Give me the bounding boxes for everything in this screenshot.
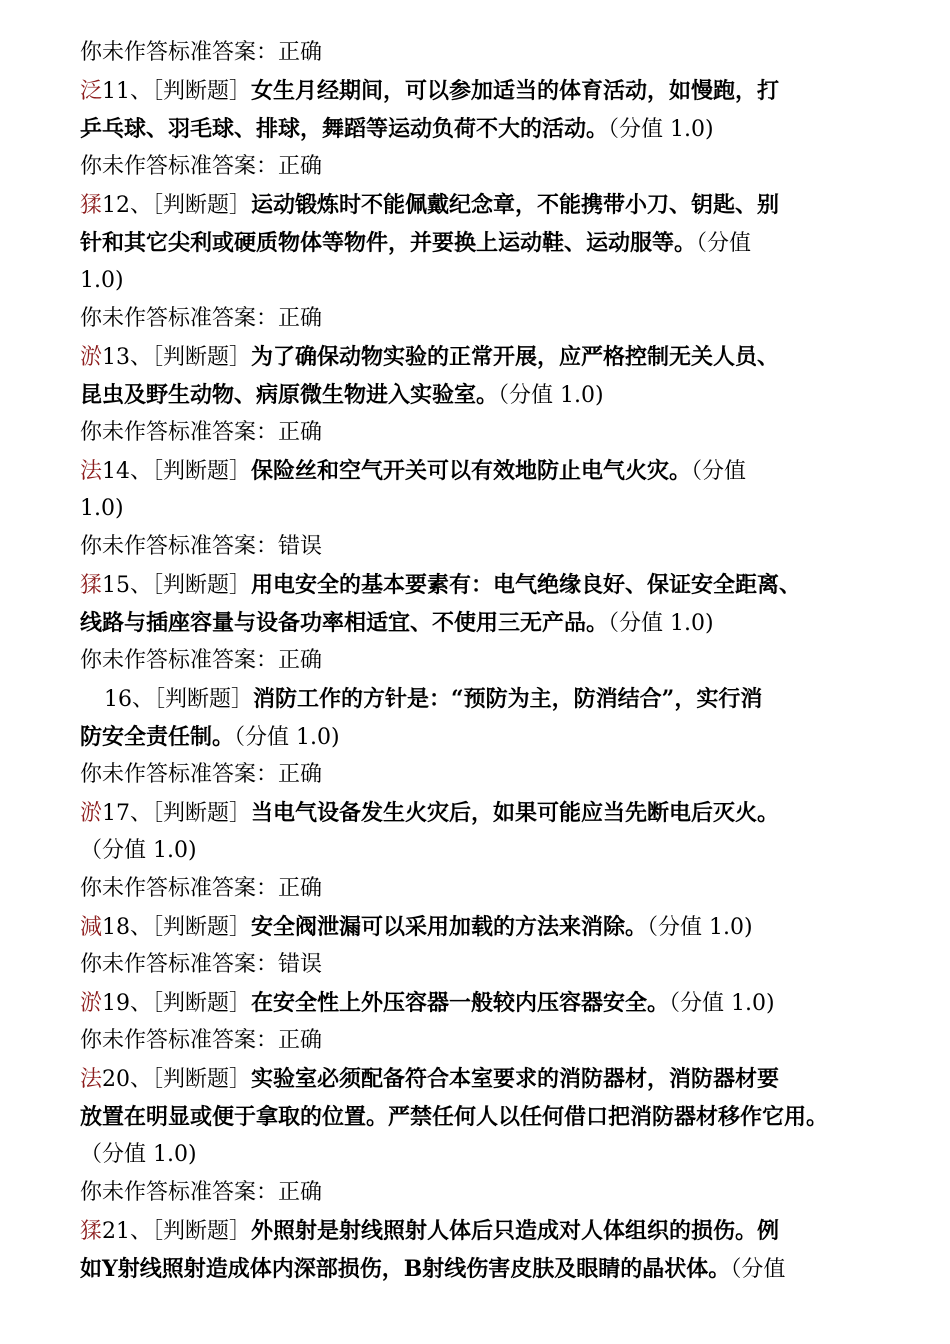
question-score: （分值 1.0): [498, 383, 604, 408]
question-18-line1: [80, 908, 753, 946]
question-mark-char: 淤: [80, 801, 103, 826]
question-type: ［判断题］: [152, 459, 252, 484]
question-16-line2: [80, 718, 340, 756]
question-14-line3: 1.0): [80, 496, 124, 521]
question-text: 保险丝和空气开关可以有效地防止电气火灾。: [251, 458, 692, 484]
question-score: （分值: [730, 1257, 786, 1282]
answer-line: 你未作答标准答案：正确: [80, 420, 323, 445]
question-mark-char: 淤: [80, 345, 103, 370]
question-11-line1: [80, 72, 779, 110]
question-number: 20、: [102, 1067, 153, 1092]
question-score: （分值 1.0): [669, 991, 775, 1016]
question-number: 19、: [102, 991, 153, 1016]
question-text: 线路与插座容量与设备功率相适宜、不使用三无产品。: [80, 610, 609, 636]
question-21-line2: [80, 1250, 785, 1288]
question-text: 安全阀泄漏可以采用加载的方法来消除。: [251, 914, 648, 940]
question-11-line2: [80, 110, 714, 148]
question-16-line1: [80, 680, 762, 718]
question-text: 昆虫及野生动物、病原微生物进入实验室。: [80, 382, 499, 408]
question-number: 12、: [102, 193, 153, 218]
question-score: （分值 1.0): [608, 117, 714, 142]
question-type: ［判断题］: [152, 573, 252, 598]
question-number: 15、: [102, 573, 153, 598]
question-mark-char: 猱: [80, 1219, 103, 1244]
answer-line: 你未作答标准答案：正确: [80, 648, 323, 673]
question-text: 为了确保动物实验的正常开展，应严格控制无关人员、: [251, 344, 780, 370]
question-score: （分值 1.0): [647, 915, 753, 940]
question-text: 运动锻炼时不能佩戴纪念章，不能携带小刀、钥匙、别: [251, 192, 780, 218]
question-number: 16、: [104, 687, 154, 712]
question-type: ［判断题］: [152, 915, 252, 940]
question-number: 14、: [102, 459, 153, 484]
question-text: 防安全责任制。: [80, 724, 235, 750]
question-mark-char: 法: [80, 1067, 103, 1092]
answer-line: 你未作答标准答案：正确: [80, 1028, 323, 1053]
answer-line: 你未作答标准答案：错误: [80, 952, 323, 977]
question-17-line3: （分值 1.0): [80, 838, 197, 863]
question-19-line1: [80, 984, 775, 1022]
question-score: （分值: [691, 459, 747, 484]
question-15-line2: [80, 604, 714, 642]
question-12-line2: [80, 224, 751, 262]
question-text: 外照射是射线照射人体后只造成对人体组织的损伤。例: [251, 1218, 780, 1244]
question-text: 在安全性上外压容器一般较内压容器安全。: [251, 990, 670, 1016]
question-mark-char: 減: [80, 915, 103, 940]
question-number: 21、: [102, 1219, 153, 1244]
question-score: （分值: [696, 231, 752, 256]
question-text: 用电安全的基本要素有：电气绝缘良好、保证安全距离、: [251, 572, 802, 598]
question-number: 18、: [102, 915, 153, 940]
answer-line: 你未作答标准答案：正确: [80, 306, 323, 331]
question-mark-char: 泛: [80, 79, 103, 104]
question-type: ［判断题］: [152, 79, 252, 104]
question-12-line1: [80, 186, 779, 224]
question-number: 11、: [102, 79, 153, 104]
question-14-line1: [80, 452, 746, 490]
question-20-line2: [80, 1098, 828, 1136]
question-13-line2: [80, 376, 604, 414]
answer-line: 你未作答标准答案：正确: [80, 876, 323, 901]
question-21-line1: [80, 1212, 779, 1250]
question-type: ［判断题］: [152, 1219, 252, 1244]
question-text: 消防工作的方针是：“预防为主，防消结合”，实行消: [253, 686, 763, 712]
question-text: 放置在明显或便于拿取的位置。严禁任何人以任何借口把消防器材移作它用。: [80, 1104, 829, 1130]
question-15-line1: [80, 566, 801, 604]
question-number: 13、: [102, 345, 153, 370]
question-20-line1: [80, 1060, 779, 1098]
answer-line: 你未作答标准答案：错误: [80, 534, 323, 559]
question-type: ［判断题］: [154, 687, 254, 712]
question-type: ［判断题］: [152, 991, 252, 1016]
question-type: ［判断题］: [152, 801, 252, 826]
answer-line: 你未作答标准答案：正确: [80, 154, 323, 179]
question-20-line3: （分值 1.0): [80, 1142, 197, 1167]
question-text: 乒乓球、羽毛球、排球，舞蹈等运动负荷不大的活动。: [80, 116, 609, 142]
question-mark-char: 淤: [80, 991, 103, 1016]
question-score: （分值 1.0): [234, 725, 340, 750]
question-mark-char: 猱: [80, 573, 103, 598]
question-score: （分值 1.0): [608, 611, 714, 636]
question-text: 当电气设备发生火灾后，如果可能应当先断电后灭火。: [251, 800, 780, 826]
answer-line: 你未作答标准答案：正确: [80, 762, 323, 787]
question-mark-char: 法: [80, 459, 103, 484]
question-text: 如Y射线照射造成体内深部损伤，B射线伤害皮肤及眼睛的晶状体。: [80, 1256, 731, 1282]
question-text: 实验室必须配备符合本室要求的消防器材，消防器材要: [251, 1066, 780, 1092]
question-mark-char: 猱: [80, 193, 103, 218]
answer-line: 你未作答标准答案：正确: [80, 1180, 323, 1205]
question-type: ［判断题］: [152, 193, 252, 218]
question-text: 针和其它尖利或硬质物体等物件，并要换上运动鞋、运动服等。: [80, 230, 697, 256]
question-text: 女生月经期间，可以参加适当的体育活动，如慢跑，打: [251, 78, 780, 104]
question-type: ［判断题］: [152, 345, 252, 370]
question-13-line1: [80, 338, 779, 376]
question-12-line3: 1.0): [80, 268, 124, 293]
question-number: 17、: [102, 801, 153, 826]
question-type: ［判断题］: [152, 1067, 252, 1092]
question-17-line1: [80, 794, 779, 832]
answer-line: 你未作答标准答案：正确: [80, 40, 323, 65]
